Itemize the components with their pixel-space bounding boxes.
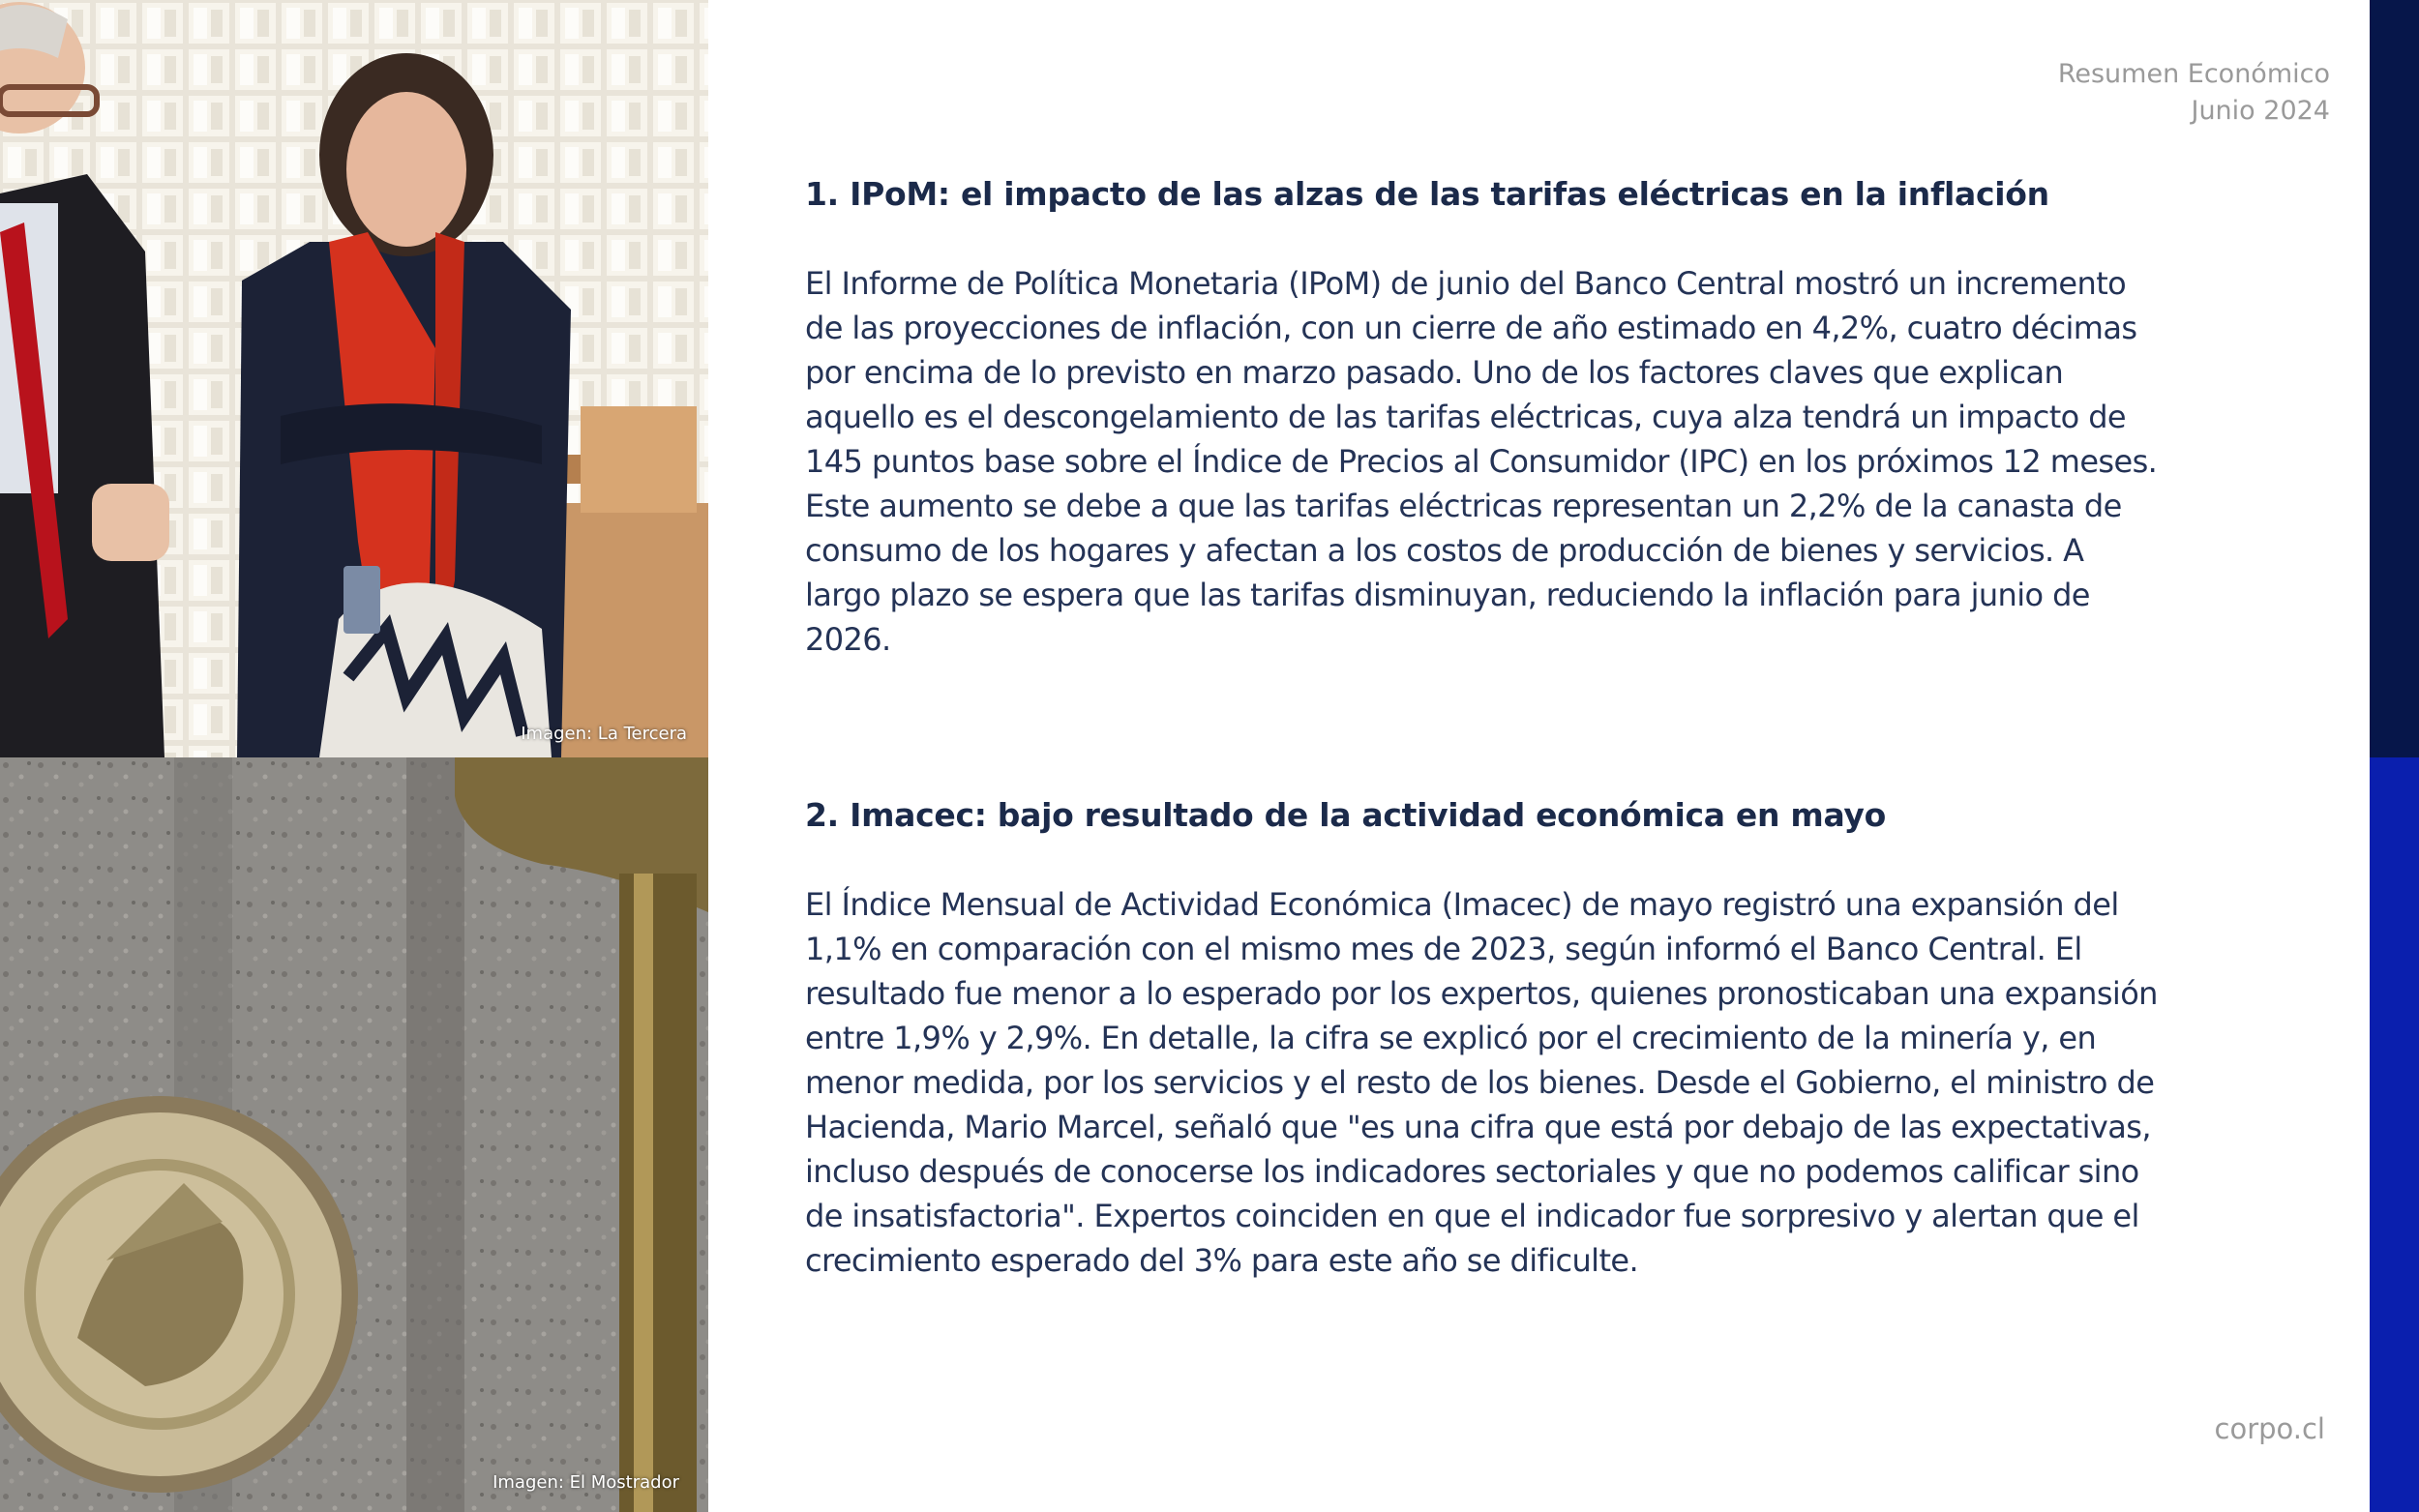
section-ipom — [805, 172, 2160, 662]
footer-site-link[interactable]: corpo.cl — [2214, 1412, 2325, 1445]
page-header — [2058, 56, 2330, 130]
section-heading: 2. Imacec: bajo resultado de la actividad económica en mayo — [805, 796, 1886, 834]
photo-imacec — [0, 757, 708, 1512]
photo-ipom — [0, 0, 708, 757]
accent-bar-top — [2370, 0, 2419, 757]
section-heading: 1. IPoM: el impacto de las alzas de las tarifas eléctricas en la inflación — [805, 175, 2049, 213]
section-body: El Informe de Política Monetaria (IPoM) de junio del Banco Central mostró un incremento de las proyecciones de inflación, con un cierre de año estimado en 4,2%, cuatro décimas por encima de lo previsto en marzo pasado. Uno de los factores claves que explican aquello es el descongelamiento de las tarifas eléctricas, cuya alza tendrá un impacto de 145 puntos base sobre el Índice de Precios al Consumidor (IPC) en los próximos 12 meses. Este aumento se debe a que las tarifas eléctricas representan un 2,2% de la canasta de consumo de los hogares y afectan a los costos de producción de bienes y servicios. A largo plazo se espera que las tarifas disminuyan, reduciendo la inflación para junio de 2026. — [805, 265, 2158, 658]
report-date: Junio 2024 — [2191, 96, 2330, 126]
section-body: El Índice Mensual de Actividad Económica (Imacec) de mayo registró una expansión del 1,1% en comparación con el mismo mes de 2023, según informó el Banco Central. El resultado fue menor a lo esperado por los expertos, quienes pronosticaban una expansión entre 1,9% y 2,9%. En detalle, la cifra se explicó por el crecimiento de la minería y, en menor medida, por los servicios y el resto de los bienes. Desde el Gobierno, el ministro de Hacienda, Mario Marcel, señaló que "es una cifra que está por debajo de las expectativas, incluso después de conocerse los indicadores sectoriales y que no podemos calificar sino de insatisfactoria". Expertos coinciden en que el indicador fue sorpresivo y alertan que el crecimiento esperado del 3% para este año se dificulte. — [805, 886, 2158, 1279]
officials-photo-image — [0, 0, 708, 757]
photo-credit: Imagen: La Tercera — [521, 724, 687, 744]
central-bank-emblem-image — [0, 757, 708, 1512]
photo-credit: Imagen: El Mostrador — [493, 1472, 679, 1493]
section-imacec — [805, 793, 2160, 1283]
accent-bar-bottom — [2370, 757, 2419, 1512]
report-title: Resumen Económico — [2057, 59, 2330, 89]
